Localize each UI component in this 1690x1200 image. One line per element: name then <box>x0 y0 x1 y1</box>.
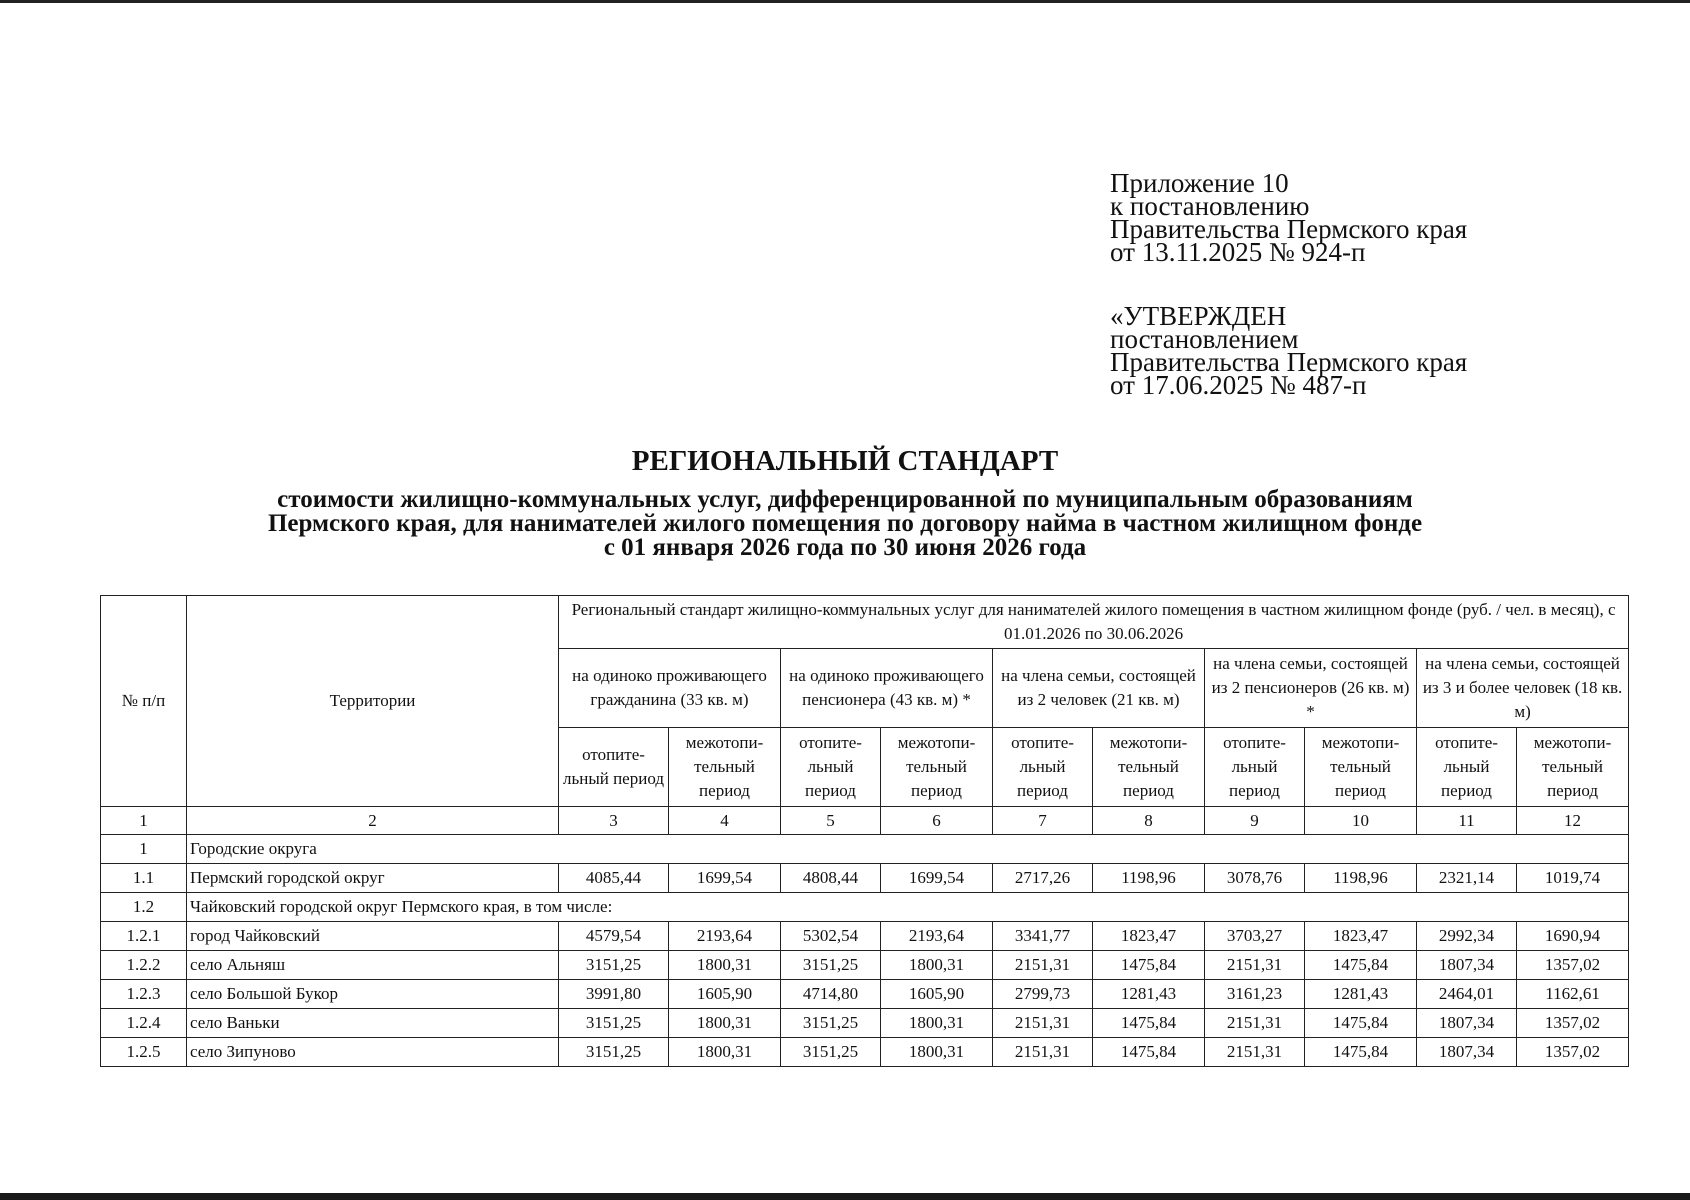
value-cell: 1800,31 <box>881 1038 993 1067</box>
header-territory: Территории <box>187 596 559 807</box>
value-cell: 3341,77 <box>993 922 1093 951</box>
territory-name: город Чайковский <box>187 922 559 951</box>
row-number: 1 <box>101 835 187 864</box>
value-cell: 2717,26 <box>993 864 1093 893</box>
value-cell: 3151,25 <box>559 951 669 980</box>
value-cell: 1800,31 <box>669 951 781 980</box>
header-period-nonheating-5: межотопи- тельный период <box>1517 728 1629 807</box>
appendix-block <box>1110 168 1468 267</box>
value-cell: 3151,25 <box>781 1038 881 1067</box>
value-cell: 1605,90 <box>881 980 993 1009</box>
value-cell: 2464,01 <box>1417 980 1517 1009</box>
value-cell: 1198,96 <box>1305 864 1417 893</box>
table-row <box>101 922 1629 951</box>
subtitle-line-1: стоимости жилищно-коммунальных услуг, дифференцированной по муниципальным образованиям <box>277 486 1413 513</box>
value-cell: 2151,31 <box>1205 1009 1305 1038</box>
table-row <box>101 1009 1629 1038</box>
column-number: 12 <box>1517 807 1629 835</box>
regional-standard-table <box>100 595 1629 1067</box>
column-number: 8 <box>1093 807 1205 835</box>
value-cell: 1475,84 <box>1305 951 1417 980</box>
header-no: № п/п <box>101 596 187 807</box>
header-row-main <box>101 596 1629 649</box>
approved-line-2: постановлением <box>1110 324 1299 354</box>
value-cell: 2151,31 <box>1205 951 1305 980</box>
header-period-heating-5: отопите- льный период <box>1417 728 1517 807</box>
document-subtitle <box>60 488 1630 560</box>
row-number: 1.2.2 <box>101 951 187 980</box>
appendix-line-4: от 13.11.2025 № 924-п <box>1110 237 1366 267</box>
row-number: 1.1 <box>101 864 187 893</box>
appendix-line-3: Правительства Пермского края <box>1110 214 1468 244</box>
table-row <box>101 1038 1629 1067</box>
value-cell: 2321,14 <box>1417 864 1517 893</box>
territory-name: село Ваньки <box>187 1009 559 1038</box>
header-period-heating-4: отопите- льный период <box>1205 728 1305 807</box>
value-cell: 4085,44 <box>559 864 669 893</box>
row-number: 1.2.4 <box>101 1009 187 1038</box>
value-cell: 1475,84 <box>1093 951 1205 980</box>
row-number: 1.2.1 <box>101 922 187 951</box>
value-cell: 1807,34 <box>1417 951 1517 980</box>
approved-block <box>1110 301 1468 400</box>
value-cell: 1699,54 <box>881 864 993 893</box>
header-period-heating-1: отопите- льный период <box>559 728 669 807</box>
header-period-nonheating-2: межотопи- тельный период <box>881 728 993 807</box>
table-row <box>101 980 1629 1009</box>
column-numbers-row <box>101 807 1629 835</box>
column-number: 4 <box>669 807 781 835</box>
header-main: Региональный стандарт жилищно-коммунальных услуг для нанимателей жилого помещения в частном жилищном фонде (руб. / чел. в месяц), с 01.01.2026 по 30.06.2026 <box>559 596 1629 649</box>
value-cell: 2193,64 <box>669 922 781 951</box>
value-cell: 3151,25 <box>781 951 881 980</box>
subtitle-line-2: Пермского края, для нанимателей жилого помещения по договору найма в частном жилищном фонде <box>267 510 1423 537</box>
value-cell: 1807,34 <box>1417 1038 1517 1067</box>
value-cell: 1281,43 <box>1305 980 1417 1009</box>
value-cell: 1800,31 <box>669 1038 781 1067</box>
value-cell: 3151,25 <box>559 1009 669 1038</box>
table-row <box>101 951 1629 980</box>
value-cell: 1690,94 <box>1517 922 1629 951</box>
value-cell: 1475,84 <box>1305 1009 1417 1038</box>
value-cell: 1823,47 <box>1305 922 1417 951</box>
value-cell: 1198,96 <box>1093 864 1205 893</box>
territory-name: село Альняш <box>187 951 559 980</box>
value-cell: 1475,84 <box>1093 1038 1205 1067</box>
subtitle-line-3: с 01 января 2026 года по 30 июня 2026 года <box>603 534 1087 561</box>
column-number: 1 <box>101 807 187 835</box>
header-period-heating-2: отопите- льный период <box>781 728 881 807</box>
value-cell: 2151,31 <box>993 1009 1093 1038</box>
header-period-nonheating-1: межотопи- тельный период <box>669 728 781 807</box>
row-number: 1.2.3 <box>101 980 187 1009</box>
header-group-single-pensioner: на одиноко проживающего пенсионера (43 кв. м) * <box>781 649 993 728</box>
value-cell: 3078,76 <box>1205 864 1305 893</box>
value-cell: 1357,02 <box>1517 1009 1629 1038</box>
value-cell: 1807,34 <box>1417 1009 1517 1038</box>
header-group-single-citizen: на одиноко проживающего гражданина (33 кв. м) <box>559 649 781 728</box>
value-cell: 1475,84 <box>1305 1038 1417 1067</box>
value-cell: 1357,02 <box>1517 951 1629 980</box>
value-cell: 1357,02 <box>1517 1038 1629 1067</box>
table-section-row <box>101 835 1629 864</box>
value-cell: 1800,31 <box>881 1009 993 1038</box>
value-cell: 2151,31 <box>993 951 1093 980</box>
value-cell: 1605,90 <box>669 980 781 1009</box>
value-cell: 1019,74 <box>1517 864 1629 893</box>
header-group-family-3plus: на члена семьи, состоящей из 3 и более человек (18 кв. м) <box>1417 649 1629 728</box>
header-group-family-2-pensioners: на члена семьи, состоящей из 2 пенсионеров (26 кв. м) * <box>1205 649 1417 728</box>
territory-name: село Зипуново <box>187 1038 559 1067</box>
value-cell: 1281,43 <box>1093 980 1205 1009</box>
header-period-nonheating-3: межотопи- тельный период <box>1093 728 1205 807</box>
value-cell: 1800,31 <box>669 1009 781 1038</box>
row-number: 1.2.5 <box>101 1038 187 1067</box>
section-name: Чайковский городской округ Пермского края, в том числе: <box>187 893 1629 922</box>
column-number: 3 <box>559 807 669 835</box>
value-cell: 3161,23 <box>1205 980 1305 1009</box>
value-cell: 3703,27 <box>1205 922 1305 951</box>
value-cell: 1475,84 <box>1093 1009 1205 1038</box>
approved-line-3: Правительства Пермского края <box>1110 347 1468 377</box>
page-bottom-edge <box>0 1193 1690 1200</box>
value-cell: 4579,54 <box>559 922 669 951</box>
column-number: 7 <box>993 807 1093 835</box>
column-number: 6 <box>881 807 993 835</box>
territory-name: Пермский городской округ <box>187 864 559 893</box>
document-title: РЕГИОНАЛЬНЫЙ СТАНДАРТ <box>631 445 1059 477</box>
column-number: 9 <box>1205 807 1305 835</box>
section-name: Городские округа <box>187 835 1629 864</box>
row-number: 1.2 <box>101 893 187 922</box>
value-cell: 3991,80 <box>559 980 669 1009</box>
header-group-family-2: на члена семьи, состоящей из 2 человек (21 кв. м) <box>993 649 1205 728</box>
value-cell: 1699,54 <box>669 864 781 893</box>
territory-name: село Большой Букор <box>187 980 559 1009</box>
value-cell: 5302,54 <box>781 922 881 951</box>
value-cell: 3151,25 <box>781 1009 881 1038</box>
value-cell: 4714,80 <box>781 980 881 1009</box>
value-cell: 2992,34 <box>1417 922 1517 951</box>
table-row <box>101 864 1629 893</box>
value-cell: 1162,61 <box>1517 980 1629 1009</box>
approved-line-4: от 17.06.2025 № 487-п <box>1110 370 1367 400</box>
value-cell: 3151,25 <box>559 1038 669 1067</box>
column-number: 5 <box>781 807 881 835</box>
value-cell: 2799,73 <box>993 980 1093 1009</box>
value-cell: 2151,31 <box>993 1038 1093 1067</box>
appendix-line-1: Приложение 10 <box>1110 168 1289 198</box>
header-period-heating-3: отопите- льный период <box>993 728 1093 807</box>
header-period-nonheating-4: межотопи- тельный период <box>1305 728 1417 807</box>
column-number: 11 <box>1417 807 1517 835</box>
page-top-edge <box>0 0 1690 3</box>
column-number: 10 <box>1305 807 1417 835</box>
value-cell: 1800,31 <box>881 951 993 980</box>
column-number: 2 <box>187 807 559 835</box>
table-section-row <box>101 893 1629 922</box>
value-cell: 2151,31 <box>1205 1038 1305 1067</box>
value-cell: 1823,47 <box>1093 922 1205 951</box>
value-cell: 2193,64 <box>881 922 993 951</box>
value-cell: 4808,44 <box>781 864 881 893</box>
appendix-line-2: к постановлению <box>1110 191 1310 221</box>
approved-line-1: «УТВЕРЖДЕН <box>1110 301 1287 331</box>
